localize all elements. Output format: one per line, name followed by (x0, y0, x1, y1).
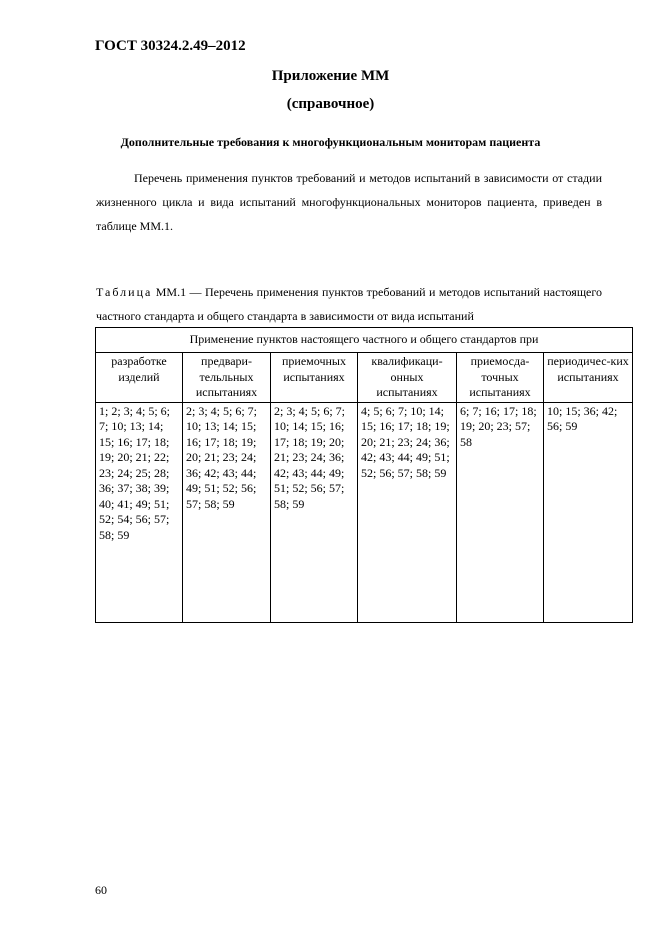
column-header-delivery: приемосда-точных испытаниях (457, 353, 544, 403)
column-header-qualification: квалификаци-онных испытаниях (358, 353, 457, 403)
clauses-qualification: 4; 5; 6; 7; 10; 14; 15; 16; 17; 18; 19; 20; 21; 23; 24; 36; 42; 43; 44; 49; 51; 52; 56; 57; 58; 59 (358, 402, 457, 622)
clauses-periodic: 10; 15; 36; 42; 56; 59 (544, 402, 633, 622)
page-number: 60 (95, 883, 107, 897)
table-caption-label: Таблица (96, 285, 153, 299)
table-span-header-row (96, 328, 633, 353)
document-code: ГОСТ 30324.2.49–2012 (95, 38, 246, 54)
table-caption-text: ММ.1 — Перечень применения пунктов требований и методов испытаний настоящего частного стандарта и общего стандарта в зависимости от вида испытаний (96, 285, 603, 323)
clauses-table (95, 327, 633, 623)
section-heading: Дополнительные требования к многофункциональным мониторам пациента (120, 135, 541, 149)
clauses-delivery: 6; 7; 16; 17; 18; 19; 20; 23; 57; 58 (457, 402, 544, 622)
clauses-acceptance: 2; 3; 4; 5; 6; 7; 10; 14; 15; 16; 17; 18; 19; 20; 21; 23; 24; 36; 42; 43; 44; 49; 51; 52; 56; 57; 58; 59 (271, 402, 358, 622)
table-caption (96, 280, 602, 328)
table-row (96, 402, 633, 622)
column-header-preliminary: предвари-тельльных испытаниях (183, 353, 271, 403)
column-header-periodic: периодичес-ких испытаниях (544, 353, 633, 403)
table-column-header-row (96, 353, 633, 403)
column-header-development: разработке изделий (96, 353, 183, 403)
column-header-acceptance: приемочных испытаниях (271, 353, 358, 403)
intro-paragraph: Перечень применения пунктов требований и методов испытаний в зависимости от стадии жизненного цикла и вида испытаний многофункциональных мониторов пациента, приведен в таблице ММ.1. (96, 171, 602, 233)
clauses-preliminary: 2; 3; 4; 5; 6; 7; 10; 13; 14; 15; 16; 17; 18; 19; 20; 21; 23; 24; 36; 42; 43; 44; 49; 51; 52; 56; 57; 58; 59 (183, 402, 271, 622)
table-span-header: Применение пунктов настоящего частного и общего стандартов при (96, 328, 633, 353)
clauses-development: 1; 2; 3; 4; 5; 6; 7; 10; 13; 14; 15; 16; 17; 18; 19; 20; 21; 22; 23; 24; 25; 28; 36; 37; 38; 39; 40; 41; 49; 51; 52; 54; 56; 57; 58; 59 (96, 402, 183, 622)
annex-title: Приложение ММ (271, 68, 390, 84)
annex-subtitle: (справочное) (286, 96, 375, 112)
